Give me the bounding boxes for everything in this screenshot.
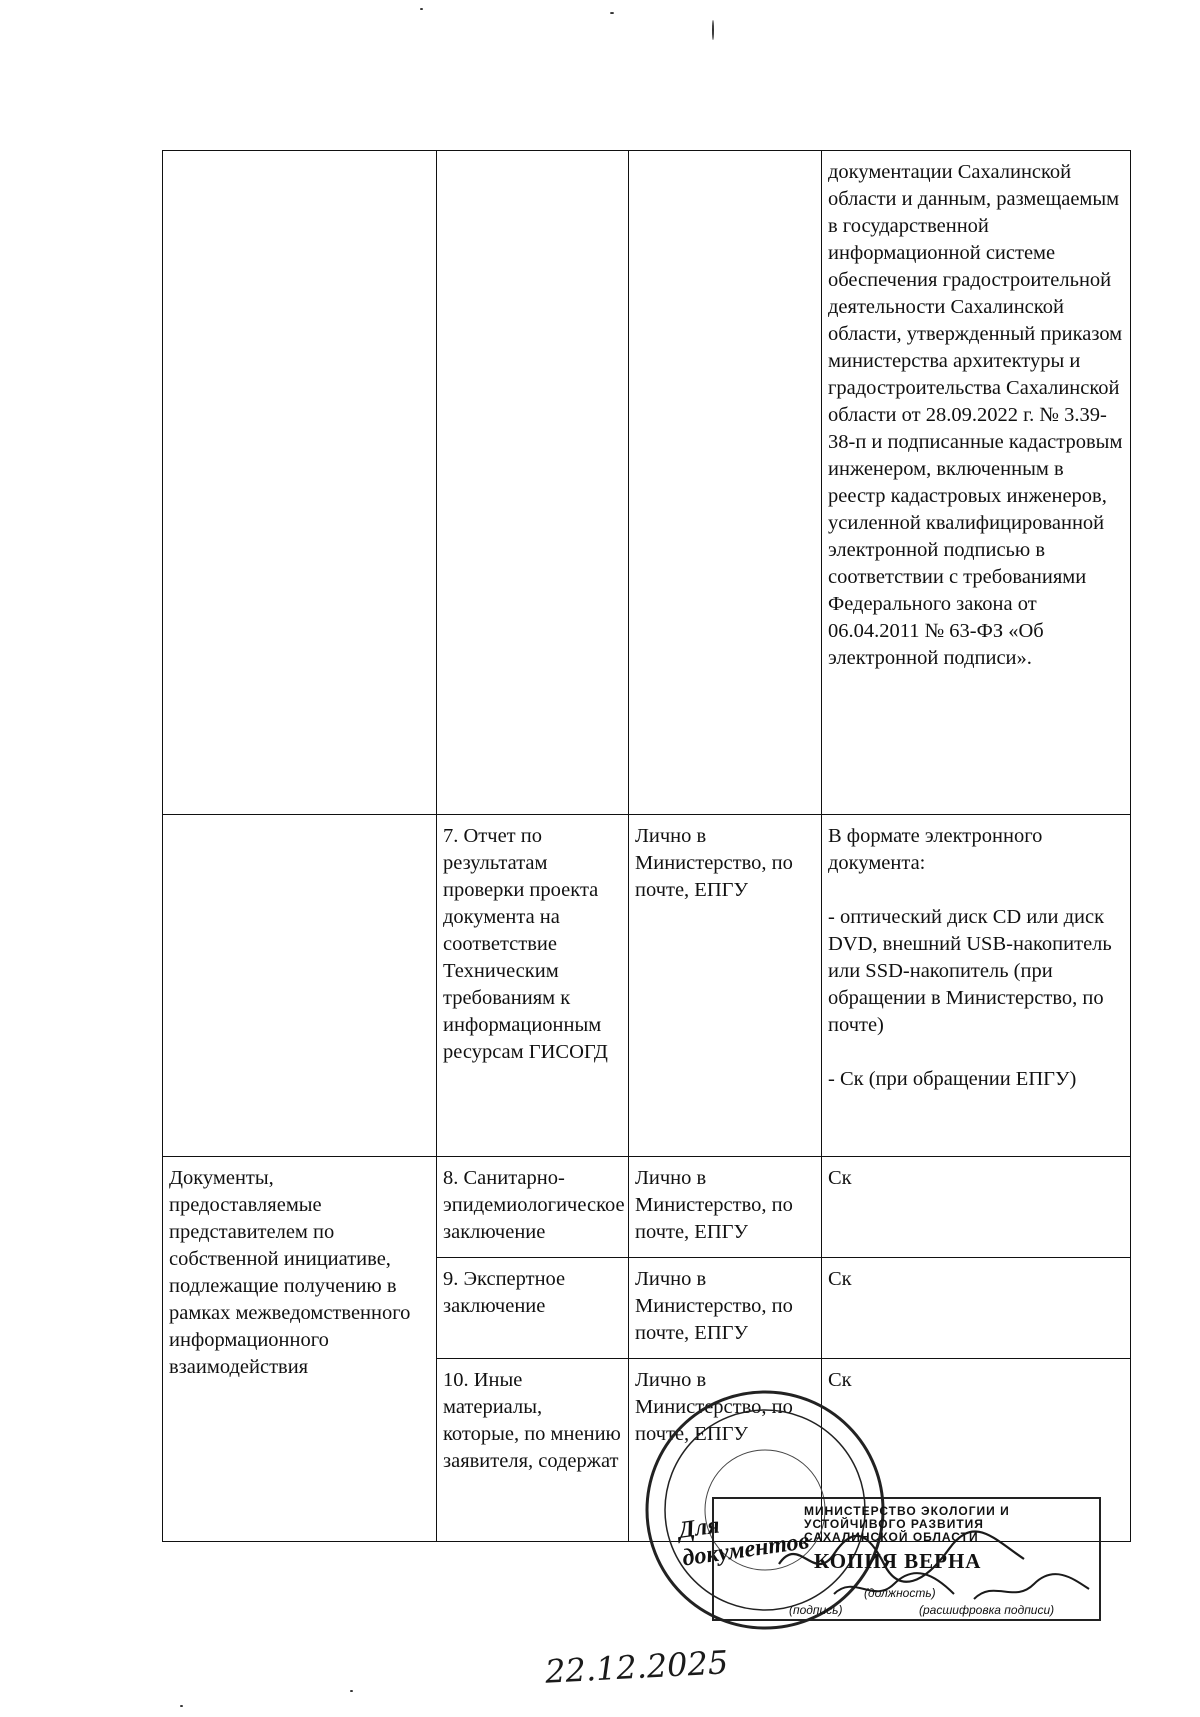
- table-cell-format: Ск: [822, 1157, 1131, 1258]
- table-cell-format: Ск: [822, 1258, 1131, 1359]
- table-cell-category: [163, 151, 437, 815]
- scan-speck: [180, 1705, 183, 1707]
- stamp-caption-decode: (расшифровка подписи): [919, 1603, 1055, 1617]
- table-cell-method: Лично в Министерство, по почте, ЕПГУ: [629, 1258, 822, 1359]
- certified-copy-stamp: [712, 1497, 1101, 1621]
- handwritten-signature-icon: [774, 1524, 1094, 1609]
- table-cell-category: [163, 815, 437, 1157]
- table-cell-method: [629, 151, 822, 815]
- stamp-caption-position: (должность): [864, 1586, 936, 1600]
- table-cell-format: Ск: [822, 1359, 1131, 1542]
- table-cell-method: Лично в Министерство, по почте, ЕПГУ: [629, 1157, 822, 1258]
- scan-speck: [420, 8, 423, 10]
- table-cell-method: Лично в Министерство, по почте, ЕПГУ: [629, 1359, 822, 1542]
- table-row: [163, 1157, 1131, 1258]
- for-documents-stamp: Для документов: [676, 1512, 811, 1572]
- table-cell-format: В формате электронного документа: - оптический диск CD или диск DVD, внешний USB-накопитель или SSD-накопитель (при обращении в Министерство, по почте) - Ск (при обращении ЕПГУ): [822, 815, 1131, 1157]
- requirements-table: [162, 150, 1131, 1542]
- table-cell-document: [437, 151, 629, 815]
- table-cell-method: Лично в Министерство, по почте, ЕПГУ: [629, 815, 822, 1157]
- stamp-organization: МИНИСТЕРСТВО ЭКОЛОГИИ И УСТОЙЧИВОГО РАЗВИТИЯ САХАЛИНСКОЙ ОБЛАСТИ: [804, 1504, 1010, 1544]
- stamp-caption-signature: (подпись): [789, 1603, 843, 1617]
- scan-speck: [350, 1690, 353, 1692]
- table-cell-document: 8. Санитарно-эпидемиологическое заключение: [437, 1157, 629, 1258]
- table-row: [163, 815, 1131, 1157]
- table-cell-format: документации Сахалинской области и данным, размещаемым в государственной информационной системе обеспечения градостроительной деятельности Сахалинской области, утвержденный приказом министерства архитектуры и градостроительства Сахалинской области от 28.09.2022 г. № 3.39-38-п и подписанные кадастровым инженером, включенным в реестр кадастровых инженеров, усиленной квалифицированной электронной подписью в соответствии с требованиями Федерального закона от 06.04.2011 № 63-ФЗ «Об электронной подписи».: [822, 151, 1131, 815]
- stamp-copy-verified: КОПИЯ ВЕРНА: [814, 1549, 982, 1573]
- scan-speck: [610, 12, 614, 14]
- handwritten-date: 22.12.2025: [544, 1643, 730, 1691]
- table-row: [163, 151, 1131, 815]
- table-cell-document: 7. Отчет по результатам проверки проекта документа на соответствие Техническим требованиям к информационным ресурсам ГИСОГД: [437, 815, 629, 1157]
- table-cell-document: 9. Экспертное заключение: [437, 1258, 629, 1359]
- table-cell-document: 10. Иные материалы, которые, по мнению заявителя, содержат: [437, 1359, 629, 1542]
- table-cell-category: Документы, предоставляемые представителем по собственной инициативе, подлежащие получению в рамках межведомственного информационного взаимодействия: [163, 1157, 437, 1542]
- scan-speck: [712, 20, 714, 40]
